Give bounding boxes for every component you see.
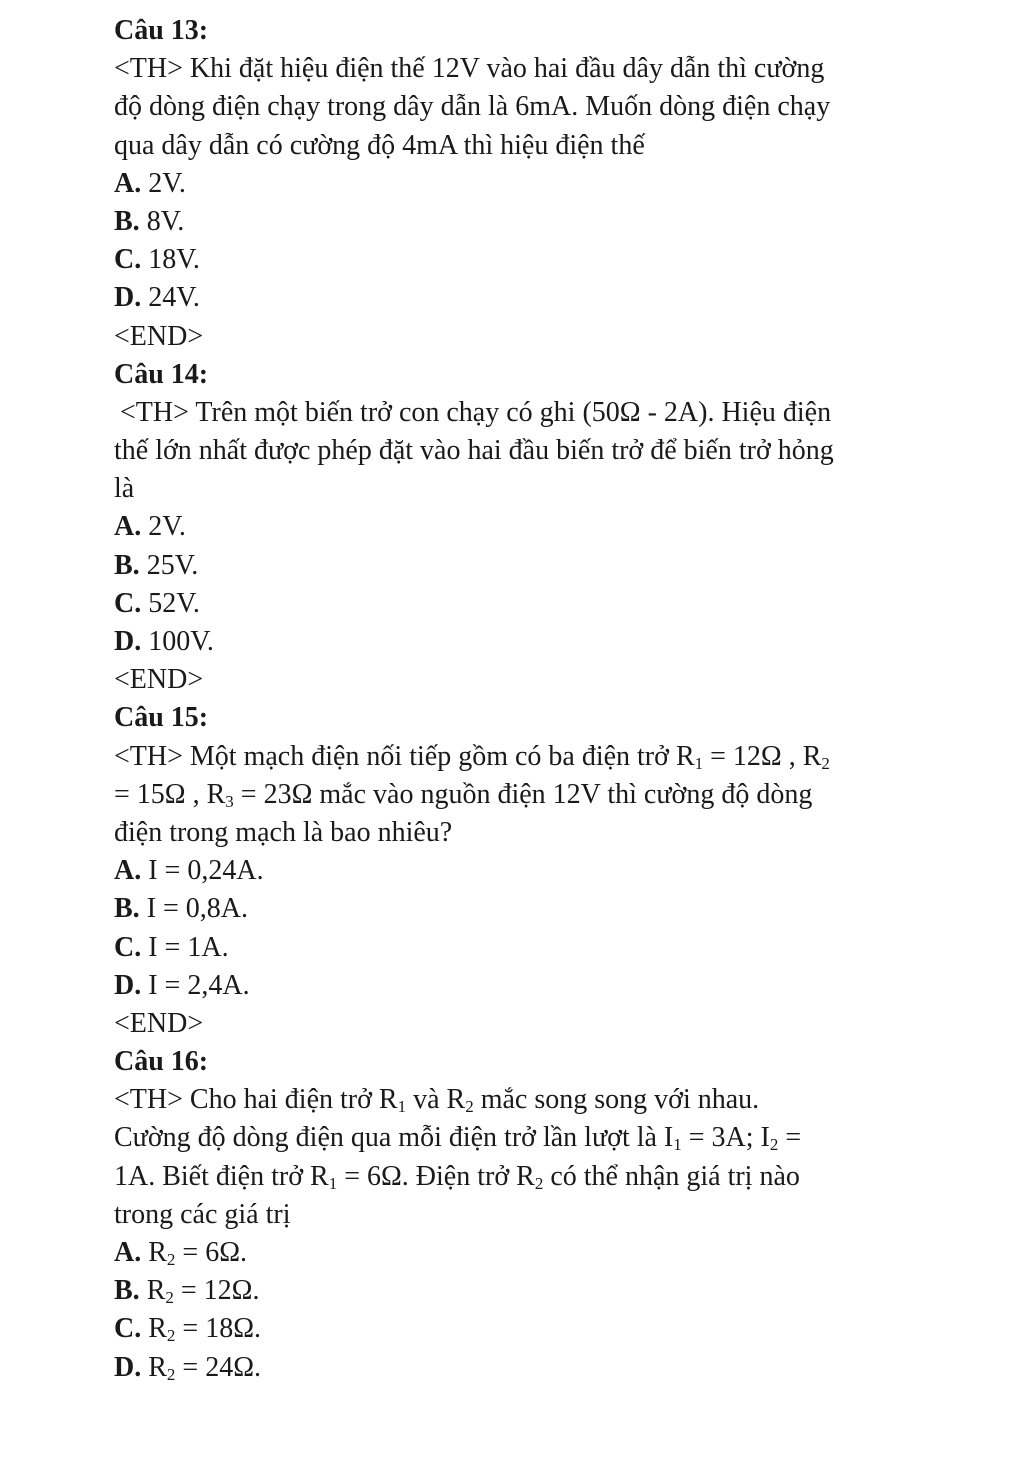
option-letter: B. — [114, 893, 140, 925]
question-13-title: Câu 13: — [114, 15, 209, 46]
question-15-option-a — [114, 852, 914, 890]
option-letter: A. — [114, 1237, 142, 1268]
question-14-end-tag: <END> — [114, 664, 204, 696]
subscript: 2 — [166, 1250, 176, 1269]
question-16-option-d — [114, 1349, 914, 1387]
question-16-title: Câu 16: — [114, 1046, 209, 1078]
question-16-line-2 — [114, 1119, 914, 1157]
subscript: 2 — [534, 1173, 544, 1193]
text-run: Cường độ dòng điện qua mỗi điện trở lần lượt là I — [114, 1122, 674, 1154]
subscript: 1 — [694, 753, 704, 773]
option-letter: B. — [114, 1275, 140, 1307]
question-13-line-3: qua dây dẫn có cường độ 4mA thì hiệu điện thế — [114, 129, 645, 161]
subscript: 2 — [465, 1097, 474, 1117]
option-letter: B. — [114, 549, 140, 581]
option-text: 8V. — [146, 205, 185, 237]
subscript: 1 — [673, 1135, 682, 1155]
text-run: = 3A; I — [681, 1122, 770, 1154]
option-letter: D. — [114, 969, 142, 1001]
question-16-option-c — [114, 1310, 914, 1348]
text-run: <TH> Một mạch điện nối tiếp gồm có ba điện trở R — [114, 740, 695, 772]
question-13-option-b — [114, 203, 914, 241]
option-text: 52V. — [148, 587, 200, 619]
text-run: 1A. Biết điện trở R — [114, 1160, 329, 1192]
subscript: 3 — [225, 791, 234, 811]
subscript: 2 — [165, 1288, 174, 1308]
question-14-line-2: thế lớn nhất được phép đặt vào hai đầu biến trở để biến trở hỏng — [114, 435, 834, 467]
question-15-line-3: điện trong mạch là bao nhiêu? — [114, 816, 453, 848]
question-15-option-c — [114, 929, 914, 967]
question-14-option-d — [114, 623, 914, 661]
option-text: 100V. — [148, 626, 214, 657]
question-15-line-2 — [114, 776, 914, 814]
question-15-title: Câu 15: — [114, 702, 209, 734]
question-15-option-b — [114, 890, 914, 928]
document-page — [114, 12, 914, 1387]
question-13-option-d — [114, 279, 914, 317]
question-13-line-1: <TH> Khi đặt hiệu điện thế 12V vào hai đầu dây dẫn thì cường — [114, 53, 825, 85]
option-text: I = 0,8A. — [146, 893, 249, 925]
option-letter: C. — [114, 1313, 142, 1345]
option-text: I = 2,4A. — [148, 969, 250, 1001]
subscript: 2 — [166, 1326, 176, 1346]
option-letter: B. — [114, 205, 140, 237]
question-16-option-b — [114, 1272, 914, 1310]
option-letter: D. — [114, 626, 142, 657]
question-15-end-tag: <END> — [114, 1007, 204, 1039]
option-text: R — [148, 1313, 167, 1345]
question-14-option-c — [114, 585, 914, 623]
text-run: = — [778, 1122, 802, 1154]
question-13-end-tag: <END> — [114, 320, 204, 352]
question-16-line-3 — [114, 1158, 914, 1196]
option-letter: A. — [114, 167, 142, 199]
option-letter: D. — [114, 1351, 142, 1383]
option-text: 25V. — [146, 549, 199, 581]
subscript: 2 — [821, 753, 830, 773]
option-text: R — [148, 1351, 167, 1383]
subscript: 2 — [769, 1135, 779, 1155]
option-text: 24V. — [148, 282, 200, 314]
question-14-option-a — [114, 508, 914, 546]
text-run: = 6Ω. Điện trở R — [337, 1160, 535, 1192]
text-run: <TH> Cho hai điện trở R — [114, 1084, 398, 1116]
option-letter: A. — [114, 511, 142, 543]
subscript: 1 — [328, 1173, 338, 1193]
question-14-option-b — [114, 547, 914, 585]
option-text: R — [146, 1275, 166, 1307]
question-13-option-c — [114, 241, 914, 279]
option-text: = 18Ω. — [175, 1313, 262, 1345]
question-14-line-3: là — [114, 473, 135, 505]
text-run: và R — [406, 1084, 466, 1116]
question-16-line-1 — [114, 1081, 914, 1119]
option-letter: C. — [114, 244, 142, 276]
question-14-title: Câu 14: — [114, 358, 209, 390]
option-text: I = 1A. — [148, 931, 229, 963]
option-text: 2V. — [148, 511, 186, 543]
option-letter: C. — [114, 587, 142, 619]
text-run: có thể nhận giá trị nào — [543, 1160, 800, 1192]
question-15-option-d — [114, 967, 914, 1005]
text-run: = 12Ω , R — [703, 740, 822, 772]
question-13-option-a — [114, 165, 914, 203]
text-run: = 23Ω mắc vào nguồn điện 12V thì cường độ dòng — [233, 778, 813, 810]
option-letter: C. — [114, 931, 142, 963]
option-text: = 6Ω. — [175, 1237, 248, 1268]
option-letter: D. — [114, 282, 142, 314]
option-text: R — [148, 1237, 167, 1268]
subscript: 2 — [166, 1364, 176, 1384]
option-letter: A. — [114, 855, 142, 887]
option-text: 2V. — [148, 167, 186, 199]
question-13-line-2: độ dòng điện chạy trong dây dẫn là 6mA. Muốn dòng điện chạy — [114, 91, 831, 123]
option-text: = 12Ω. — [173, 1275, 260, 1307]
question-14-line-1: <TH> Trên một biến trở con chạy có ghi (50Ω - 2A). Hiệu điện — [120, 396, 832, 428]
option-text: 18V. — [148, 244, 200, 276]
option-text: = 24Ω. — [175, 1351, 262, 1383]
subscript: 1 — [397, 1097, 407, 1117]
option-text: I = 0,24A. — [148, 855, 264, 887]
text-run: = 15Ω , R — [114, 778, 226, 810]
question-15-line-1 — [114, 738, 914, 776]
text-run: mắc song song với nhau. — [473, 1084, 760, 1116]
question-16-option-a — [114, 1234, 914, 1272]
question-16-line-4: trong các giá trị — [114, 1198, 291, 1230]
